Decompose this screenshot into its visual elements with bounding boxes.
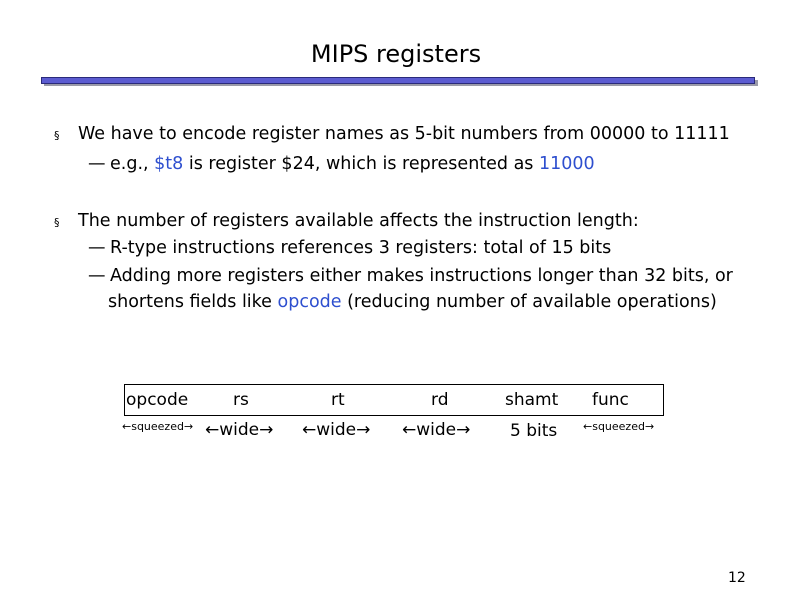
bullet-2-sub-2-continuation	[108, 292, 717, 312]
bullet-marker: §	[54, 129, 60, 142]
text-segment: e.g.,	[110, 154, 155, 174]
field-rd: rd	[431, 390, 449, 410]
slide-title: MIPS registers	[310, 40, 482, 68]
instruction-format-box	[124, 384, 664, 416]
bullet-1-text: We have to encode register names as 5-bit numbers from 00000 to 11111	[78, 124, 730, 144]
note-shamt: 5 bits	[510, 421, 558, 441]
sub-bullet-marker: —	[88, 238, 106, 258]
field-rt: rt	[331, 390, 345, 410]
highlight-opcode: opcode	[277, 292, 342, 312]
bullet-1-sub-1	[110, 154, 595, 174]
bullet-marker: §	[54, 216, 60, 229]
sub-bullet-marker: —	[88, 266, 106, 286]
title-rule	[41, 77, 755, 84]
field-rs: rs	[233, 390, 249, 410]
page-number: 12	[728, 570, 746, 586]
text-segment: (reducing number of available operations)	[341, 292, 717, 312]
bullet-2-sub-1: R-type instructions references 3 registers: total of 15 bits	[110, 238, 612, 258]
note-rd: ←wide→	[402, 420, 471, 440]
note-func: ←squeezed→	[583, 420, 655, 433]
bullet-2-text: The number of registers available affects the instruction length:	[78, 211, 639, 231]
highlight-binary: 11000	[539, 154, 595, 174]
field-shamt: shamt	[505, 390, 559, 410]
field-func: func	[592, 390, 629, 410]
note-rs: ←wide→	[205, 420, 274, 440]
highlight-register-t8: $t8	[154, 154, 184, 174]
field-opcode: opcode	[126, 390, 189, 410]
sub-bullet-marker: —	[88, 154, 106, 174]
bullet-2-sub-2: Adding more registers either makes instructions longer than 32 bits, or	[110, 266, 733, 286]
note-rt: ←wide→	[302, 420, 371, 440]
note-opcode: ←squeezed→	[122, 420, 194, 433]
text-segment: shortens fields like	[108, 292, 278, 312]
text-segment: is register $24, which is represented as	[183, 154, 539, 174]
